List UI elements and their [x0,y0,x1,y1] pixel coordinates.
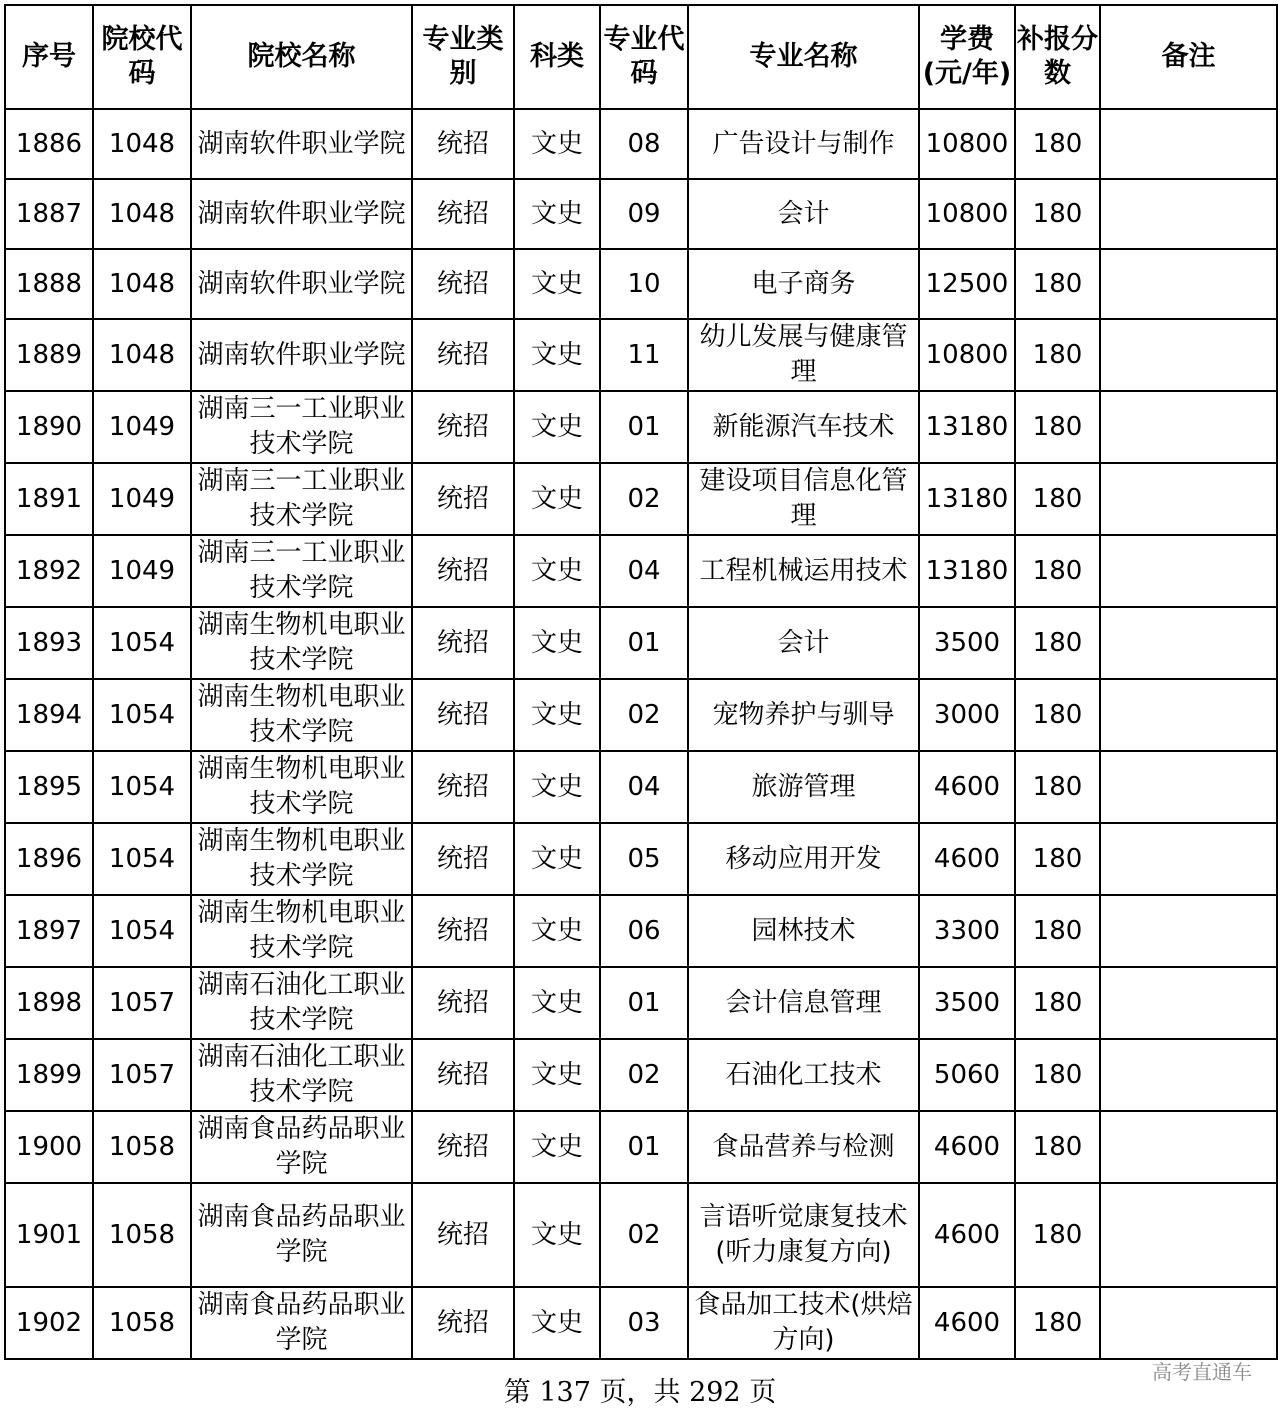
major-name-cell: 食品加工技术(烘焙方向) [688,1287,919,1359]
subject-cell: 文史 [514,1287,600,1359]
remark-cell [1100,823,1277,895]
major-type-cell: 统招 [412,391,514,463]
subject-cell: 文史 [514,607,600,679]
table-row [5,1039,1277,1111]
school-name-cell: 湖南软件职业学院 [191,179,412,249]
major-name-cell: 广告设计与制作 [688,109,919,179]
major-type-cell: 统招 [412,1039,514,1111]
school-name-cell: 湖南生物机电职业技术学院 [191,607,412,679]
score-cell: 180 [1015,1287,1100,1359]
school-name-cell: 湖南生物机电职业技术学院 [191,751,412,823]
major-code-cell: 01 [600,607,688,679]
tuition-cell: 4600 [919,823,1015,895]
table-row [5,391,1277,463]
row-index-cell: 1898 [5,967,93,1039]
remark-cell [1100,1111,1277,1183]
score-cell: 180 [1015,319,1100,391]
major-name-cell: 建设项目信息化管理 [688,463,919,535]
major-code-cell: 02 [600,1039,688,1111]
tuition-cell: 10800 [919,109,1015,179]
row-index-cell: 1896 [5,823,93,895]
subject-cell: 文史 [514,967,600,1039]
major-name-cell: 园林技术 [688,895,919,967]
tuition-cell: 3500 [919,607,1015,679]
tuition-cell: 5060 [919,1039,1015,1111]
major-type-cell: 统招 [412,895,514,967]
major-type-cell: 统招 [412,1111,514,1183]
subject-cell: 文史 [514,823,600,895]
tuition-cell: 3000 [919,679,1015,751]
school-code-cell: 1058 [93,1111,191,1183]
remark-cell [1100,1287,1277,1359]
header-row [5,5,1277,109]
remark-cell [1100,179,1277,249]
header-cell: 科类 [514,5,600,109]
school-code-cell: 1054 [93,823,191,895]
major-code-cell: 09 [600,179,688,249]
tuition-cell: 3500 [919,967,1015,1039]
school-name-cell: 湖南软件职业学院 [191,319,412,391]
school-name-cell: 湖南生物机电职业技术学院 [191,679,412,751]
subject-cell: 文史 [514,535,600,607]
table-row [5,179,1277,249]
major-type-cell: 统招 [412,463,514,535]
header-cell: 备注 [1100,5,1277,109]
major-type-cell: 统招 [412,179,514,249]
subject-cell: 文史 [514,463,600,535]
major-code-cell: 01 [600,967,688,1039]
tuition-cell: 4600 [919,1287,1015,1359]
school-code-cell: 1049 [93,463,191,535]
school-code-cell: 1054 [93,679,191,751]
remark-cell [1100,895,1277,967]
tuition-cell: 4600 [919,751,1015,823]
remark-cell [1100,463,1277,535]
remark-cell [1100,109,1277,179]
major-code-cell: 05 [600,823,688,895]
tuition-cell: 10800 [919,319,1015,391]
page-footer: 第 137 页，共 292 页 [503,1377,777,1408]
table-row [5,823,1277,895]
school-code-cell: 1058 [93,1287,191,1359]
row-index-cell: 1888 [5,249,93,319]
major-code-cell: 01 [600,1111,688,1183]
score-cell: 180 [1015,823,1100,895]
score-cell: 180 [1015,895,1100,967]
major-code-cell: 04 [600,751,688,823]
score-cell: 180 [1015,109,1100,179]
major-code-cell: 02 [600,679,688,751]
school-code-cell: 1057 [93,967,191,1039]
score-cell: 180 [1015,249,1100,319]
tuition-cell: 10800 [919,179,1015,249]
major-type-cell: 统招 [412,607,514,679]
admissions-table [4,4,1278,1360]
school-code-cell: 1058 [93,1183,191,1287]
major-type-cell: 统招 [412,535,514,607]
school-name-cell: 湖南软件职业学院 [191,109,412,179]
row-index-cell: 1889 [5,319,93,391]
major-type-cell: 统招 [412,319,514,391]
major-code-cell: 02 [600,463,688,535]
major-code-cell: 03 [600,1287,688,1359]
major-code-cell: 11 [600,319,688,391]
score-cell: 180 [1015,1039,1100,1111]
row-index-cell: 1902 [5,1287,93,1359]
school-code-cell: 1048 [93,109,191,179]
major-name-cell: 言语听觉康复技术(听力康复方向) [688,1183,919,1287]
major-code-cell: 06 [600,895,688,967]
major-type-cell: 统招 [412,1287,514,1359]
major-name-cell: 旅游管理 [688,751,919,823]
major-code-cell: 08 [600,109,688,179]
school-code-cell: 1054 [93,751,191,823]
table-row [5,1287,1277,1359]
remark-cell [1100,967,1277,1039]
score-cell: 180 [1015,535,1100,607]
score-cell: 180 [1015,967,1100,1039]
school-code-cell: 1054 [93,607,191,679]
table-row [5,1183,1277,1287]
subject-cell: 文史 [514,1039,600,1111]
subject-cell: 文史 [514,319,600,391]
remark-cell [1100,1039,1277,1111]
table-row [5,967,1277,1039]
score-cell: 180 [1015,463,1100,535]
header-cell: 补报分数 [1015,5,1100,109]
subject-cell: 文史 [514,1111,600,1183]
row-index-cell: 1895 [5,751,93,823]
remark-cell [1100,607,1277,679]
school-code-cell: 1054 [93,895,191,967]
school-code-cell: 1049 [93,391,191,463]
table-row [5,535,1277,607]
school-name-cell: 湖南食品药品职业学院 [191,1287,412,1359]
major-name-cell: 电子商务 [688,249,919,319]
school-name-cell: 湖南软件职业学院 [191,249,412,319]
table-row [5,249,1277,319]
table-row [5,679,1277,751]
score-cell: 180 [1015,1111,1100,1183]
remark-cell [1100,249,1277,319]
school-code-cell: 1048 [93,179,191,249]
header-cell: 专业名称 [688,5,919,109]
major-name-cell: 宠物养护与驯导 [688,679,919,751]
score-cell: 180 [1015,1183,1100,1287]
row-index-cell: 1891 [5,463,93,535]
subject-cell: 文史 [514,895,600,967]
header-cell: 院校名称 [191,5,412,109]
major-type-cell: 统招 [412,823,514,895]
major-name-cell: 会计 [688,179,919,249]
major-name-cell: 会计 [688,607,919,679]
row-index-cell: 1892 [5,535,93,607]
subject-cell: 文史 [514,249,600,319]
major-type-cell: 统招 [412,679,514,751]
header-cell: 专业代码 [600,5,688,109]
major-code-cell: 01 [600,391,688,463]
school-name-cell: 湖南石油化工职业技术学院 [191,967,412,1039]
tuition-cell: 4600 [919,1111,1015,1183]
header-cell: 序号 [5,5,93,109]
score-cell: 180 [1015,607,1100,679]
subject-cell: 文史 [514,751,600,823]
major-name-cell: 移动应用开发 [688,823,919,895]
header-cell: 院校代码 [93,5,191,109]
major-code-cell: 04 [600,535,688,607]
subject-cell: 文史 [514,1183,600,1287]
major-type-cell: 统招 [412,109,514,179]
tuition-cell: 12500 [919,249,1015,319]
school-code-cell: 1049 [93,535,191,607]
school-code-cell: 1057 [93,1039,191,1111]
school-name-cell: 湖南食品药品职业学院 [191,1183,412,1287]
row-index-cell: 1887 [5,179,93,249]
table-row [5,751,1277,823]
school-code-cell: 1048 [93,319,191,391]
major-type-cell: 统招 [412,967,514,1039]
major-code-cell: 10 [600,249,688,319]
row-index-cell: 1901 [5,1183,93,1287]
row-index-cell: 1894 [5,679,93,751]
school-name-cell: 湖南石油化工职业技术学院 [191,1039,412,1111]
remark-cell [1100,319,1277,391]
score-cell: 180 [1015,751,1100,823]
major-name-cell: 石油化工技术 [688,1039,919,1111]
school-name-cell: 湖南生物机电职业技术学院 [191,895,412,967]
major-type-cell: 统招 [412,1183,514,1287]
school-name-cell: 湖南三一工业职业技术学院 [191,391,412,463]
subject-cell: 文史 [514,109,600,179]
header-cell: 学费(元/年) [919,5,1015,109]
table-row [5,607,1277,679]
row-index-cell: 1900 [5,1111,93,1183]
tuition-cell: 3300 [919,895,1015,967]
major-name-cell: 会计信息管理 [688,967,919,1039]
school-name-cell: 湖南生物机电职业技术学院 [191,823,412,895]
row-index-cell: 1890 [5,391,93,463]
row-index-cell: 1886 [5,109,93,179]
tuition-cell: 13180 [919,463,1015,535]
major-type-cell: 统招 [412,249,514,319]
major-name-cell: 工程机械运用技术 [688,535,919,607]
row-index-cell: 1897 [5,895,93,967]
table-row [5,895,1277,967]
score-cell: 180 [1015,679,1100,751]
tuition-cell: 13180 [919,535,1015,607]
remark-cell [1100,535,1277,607]
major-code-cell: 02 [600,1183,688,1287]
subject-cell: 文史 [514,679,600,751]
remark-cell [1100,679,1277,751]
row-index-cell: 1899 [5,1039,93,1111]
table-row [5,109,1277,179]
table-row [5,463,1277,535]
score-cell: 180 [1015,391,1100,463]
row-index-cell: 1893 [5,607,93,679]
table-row [5,1111,1277,1183]
score-cell: 180 [1015,179,1100,249]
tuition-cell: 4600 [919,1183,1015,1287]
tuition-cell: 13180 [919,391,1015,463]
remark-cell [1100,751,1277,823]
remark-cell [1100,391,1277,463]
major-name-cell: 食品营养与检测 [688,1111,919,1183]
header-cell: 专业类别 [412,5,514,109]
major-name-cell: 新能源汽车技术 [688,391,919,463]
major-name-cell: 幼儿发展与健康管理 [688,319,919,391]
watermark: 高考直通车 [1152,1360,1252,1384]
major-type-cell: 统招 [412,751,514,823]
school-name-cell: 湖南食品药品职业学院 [191,1111,412,1183]
remark-cell [1100,1183,1277,1287]
school-code-cell: 1048 [93,249,191,319]
table-body [5,109,1277,1359]
school-name-cell: 湖南三一工业职业技术学院 [191,463,412,535]
subject-cell: 文史 [514,391,600,463]
subject-cell: 文史 [514,179,600,249]
school-name-cell: 湖南三一工业职业技术学院 [191,535,412,607]
table-row [5,319,1277,391]
